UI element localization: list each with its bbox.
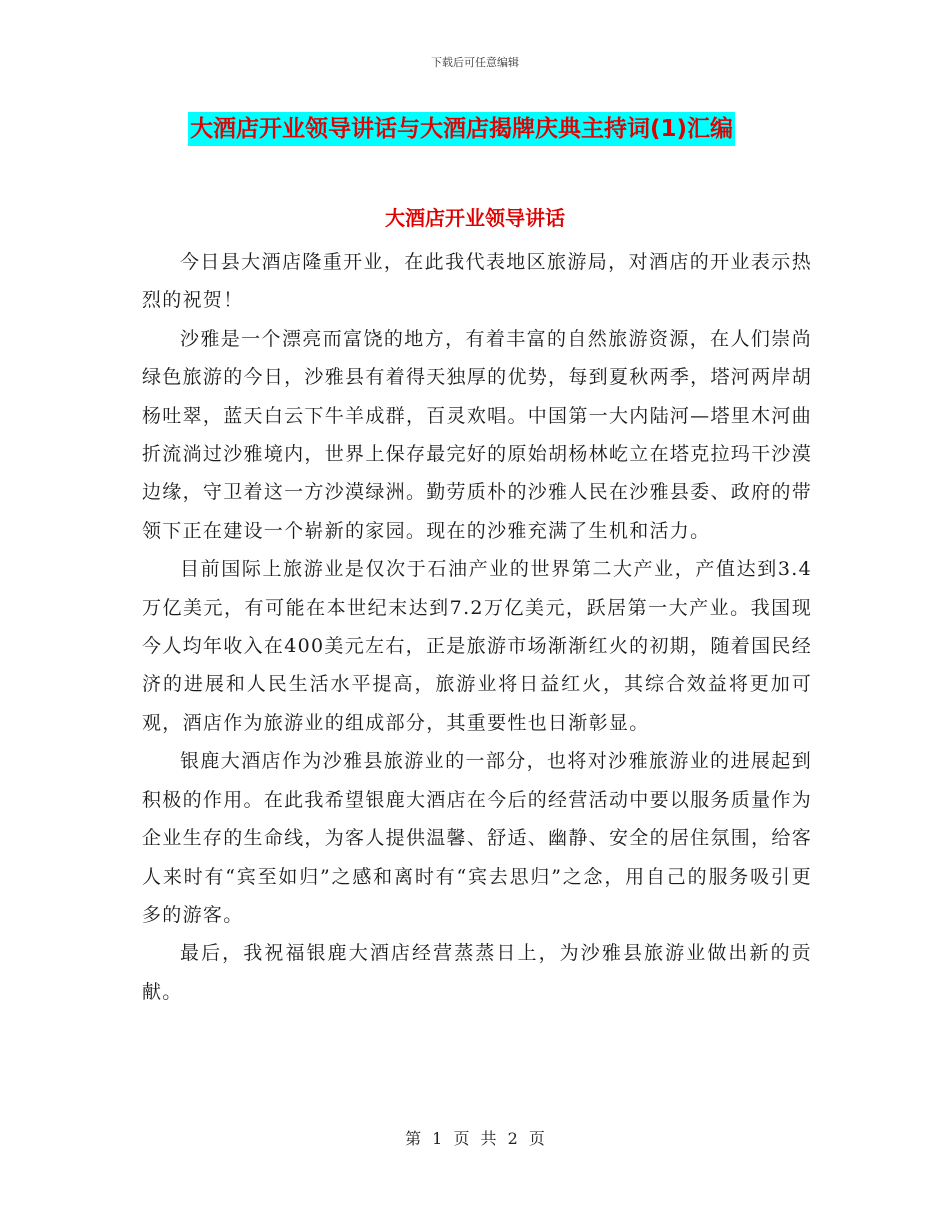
section-title: 大酒店开业领导讲话: [385, 206, 565, 230]
paragraph: 目前国际上旅游业是仅次于石油产业的世界第二大产业，产值达到3.4万亿美元，有可能在本世纪末达到7.2万亿美元，跃居第一大产业。我国现今人均年收入在400美元左右，正是旅游市场渐渐红火的初期，随着国民经济的进展和人民生活水平提高，旅游业将日益红火，其综合效益将更加可观，酒店作为旅游业的组成部分，其重要性也日渐彰显。: [142, 558, 812, 734]
paragraph: 最后，我祝福银鹿大酒店经营蒸蒸日上，为沙雅县旅游业做出新的贡献。: [142, 942, 812, 1003]
page-number-footer: 第 1 页 共 2 页: [405, 1129, 545, 1148]
body-text: [142, 243, 812, 1011]
paragraph: 沙雅是一个漂亮而富饶的地方，有着丰富的自然旅游资源，在人们崇尚绿色旅游的今日，沙雅县有着得天独厚的优势，每到夏秋两季，塔河两岸胡杨吐翠，蓝天白云下牛羊成群，百灵欢唱。中国第一大内陆河—塔里木河曲折流淌过沙雅境内，世界上保存最完好的原始胡杨林屹立在塔克拉玛干沙漠边缘，守卫着这一方沙漠绿洲。勤劳质朴的沙雅人民在沙雅县委、政府的带领下正在建设一个崭新的家园。现在的沙雅充满了生机和活力。: [142, 327, 812, 542]
paragraph: 银鹿大酒店作为沙雅县旅游业的一部分，也将对沙雅旅游业的进展起到积极的作用。在此我希望银鹿大酒店在今后的经营活动中要以服务质量作为企业生存的生命线，为客人提供温馨、舒适、幽静、安全的居住氛围，给客人来时有“宾至如归”之感和离时有“宾去思归”之念，用自己的服务吸引更多的游客。: [142, 750, 812, 926]
paragraph: 今日县大酒店隆重开业，在此我代表地区旅游局，对酒店的开业表示热烈的祝贺！: [142, 251, 812, 312]
header-note: 下载后可任意编辑: [431, 56, 519, 69]
document-title: 大酒店开业领导讲话与大酒店揭牌庆典主持词(1)汇编: [188, 112, 735, 146]
